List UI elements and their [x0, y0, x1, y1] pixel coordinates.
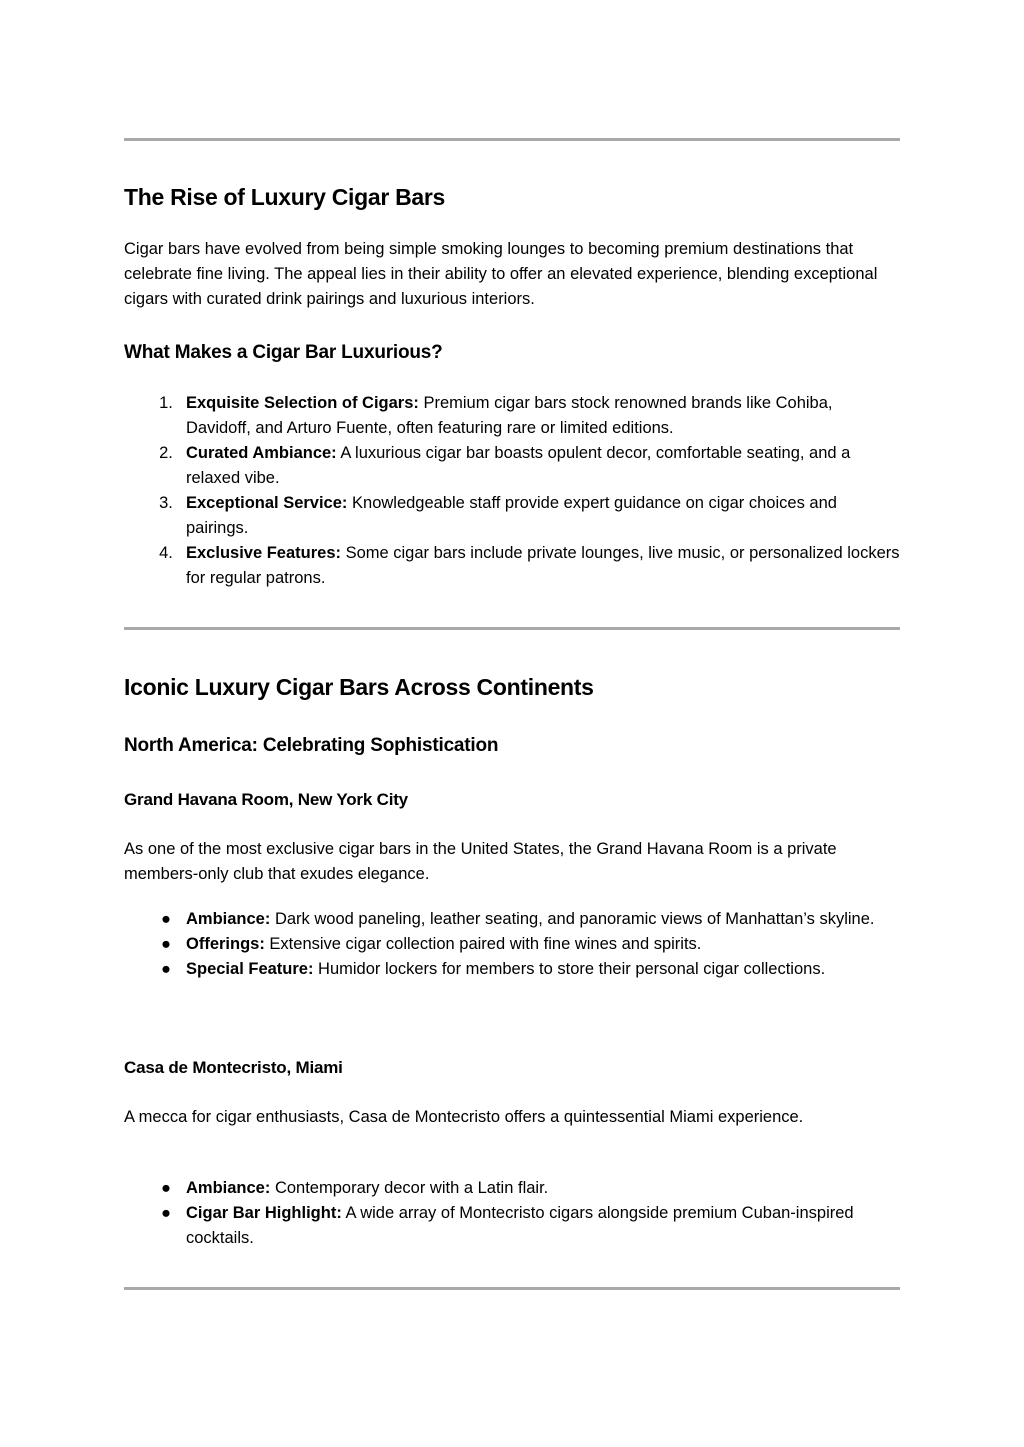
luxury-features-list: [124, 391, 900, 591]
list-item: [124, 391, 900, 441]
item-text: A luxurious cigar bar boasts opulent decor, comfortable seating, and a relaxed vibe.: [186, 444, 851, 487]
region-heading: North America: Celebrating Sophistication: [124, 735, 499, 756]
section-title: The Rise of Luxury Cigar Bars: [124, 184, 446, 210]
item-label: Cigar Bar Highlight:: [186, 1204, 342, 1222]
item-label: Exceptional Service:: [186, 494, 348, 512]
list-marker: 4.: [159, 544, 173, 562]
bullet-icon: ●: [161, 1204, 171, 1222]
list-marker: 3.: [159, 494, 173, 512]
item-text: Contemporary decor with a Latin flair.: [270, 1179, 549, 1197]
horizontal-rule: [124, 1287, 900, 1290]
item-text: A wide array of Montecristo cigars alongside premium Cuban-inspired cocktails.: [186, 1204, 854, 1247]
list-item: [124, 541, 900, 591]
bullet-icon: ●: [161, 960, 171, 978]
list-marker: 2.: [159, 444, 173, 462]
item-text: Premium cigar bars stock renowned brands like Cohiba, Davidoff, and Arturo Fuente, often featuring rare or limited editions.: [186, 394, 833, 437]
item-label: Exclusive Features:: [186, 544, 341, 562]
item-label: Offerings:: [186, 935, 265, 953]
item-label: Ambiance:: [186, 1179, 271, 1197]
list-item: [124, 932, 900, 957]
venue-description: As one of the most exclusive cigar bars in the United States, the Grand Havana Room is a private members-only club that exudes elegance.: [124, 840, 837, 883]
list-item: [124, 491, 900, 541]
list-marker: 1.: [159, 394, 173, 412]
subheading: What Makes a Cigar Bar Luxurious?: [124, 342, 443, 363]
horizontal-rule: [124, 138, 900, 141]
venue-heading: Grand Havana Room, New York City: [124, 790, 408, 809]
list-item: [124, 907, 900, 932]
item-text: Extensive cigar collection paired with fine wines and spirits.: [264, 935, 702, 953]
item-text: Some cigar bars include private lounges, live music, or personalized lockers for regular patrons.: [186, 544, 900, 587]
list-item: [124, 441, 900, 491]
item-text: Humidor lockers for members to store their personal cigar collections.: [313, 960, 826, 978]
list-item: [124, 1201, 900, 1251]
bullet-icon: ●: [161, 935, 171, 953]
list-item: [124, 1176, 900, 1201]
bullet-icon: ●: [161, 1179, 171, 1197]
intro-paragraph: Cigar bars have evolved from being simple smoking lounges to becoming premium destinations that celebrate fine living. The appeal lies in their ability to offer an elevated experience, blending exceptional cigars with curated drink pairings and luxurious interiors.: [124, 240, 878, 308]
item-text: Dark wood paneling, leather seating, and panoramic views of Manhattan’s skyline.: [270, 910, 875, 928]
item-label: Special Feature:: [186, 960, 314, 978]
item-text: Knowledgeable staff provide expert guidance on cigar choices and pairings.: [186, 494, 837, 537]
venue-description: A mecca for cigar enthusiasts, Casa de Montecristo offers a quintessential Miami experience.: [124, 1108, 804, 1126]
venue-details-list: [124, 907, 900, 982]
item-label: Ambiance:: [186, 910, 271, 928]
venue-heading: Casa de Montecristo, Miami: [124, 1058, 343, 1077]
bullet-icon: ●: [161, 910, 171, 928]
item-label: Exquisite Selection of Cigars:: [186, 394, 419, 412]
item-label: Curated Ambiance:: [186, 444, 337, 462]
horizontal-rule: [124, 627, 900, 630]
venue-details-list: [124, 1176, 900, 1251]
section-title: Iconic Luxury Cigar Bars Across Continents: [124, 674, 594, 700]
list-item: [124, 957, 900, 982]
